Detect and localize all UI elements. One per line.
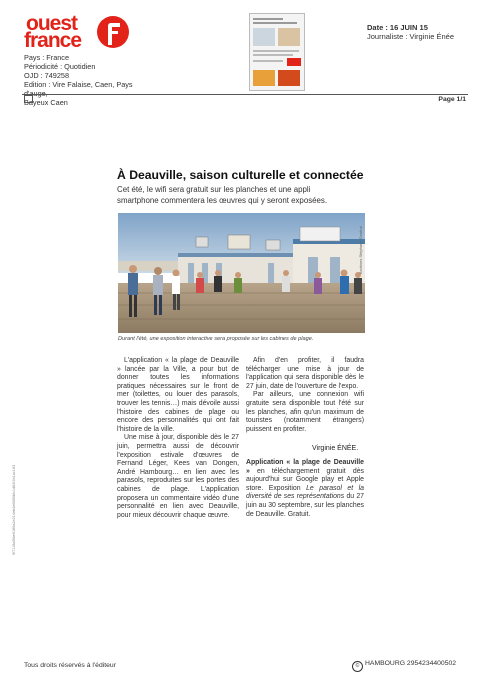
rights-notice: Tous droits réservés à l'éditeur (24, 662, 116, 669)
beach-boardwalk-image (118, 213, 365, 333)
logo-word-france: france (24, 29, 82, 52)
col2-paragraph-2: Par ailleurs, une connexion wifi gratuite sera disponible tout l'été sur les planches, afin qu'un maximum de touristes (notamment étrangers) puissent en profiter. (246, 391, 364, 433)
journalist: Journaliste : Virginie Énée (367, 32, 454, 41)
meta-edition: Edition : Vire Falaise, Caen, Pays d'auge, (24, 80, 133, 99)
meta-pays: Pays : France (24, 53, 70, 62)
print-icon (24, 95, 33, 103)
article-column-1 (117, 357, 239, 520)
footer-code (352, 660, 456, 672)
app-body-2: du 27 juin au 30 septembre, sur les planches de Deauville. Gratuit. (246, 493, 364, 518)
vertical-code: 9f7118a5fbe9180a2e214eb4e6680bfc1d64f1b1ac163 (12, 464, 16, 555)
lede-line-1: Cet été, le wifi sera gratuit sur les planches et une appli (117, 185, 311, 194)
article-lede (117, 185, 369, 206)
author-signature: Virginie ÉNÉE. (312, 445, 359, 452)
meta-periodicite: Périodicité : Quotidien (24, 62, 96, 72)
date-block (367, 23, 454, 41)
logo-emblem (97, 16, 129, 48)
meta-edition-cont: Bayeux Caen (24, 98, 68, 108)
page-thumbnail (249, 13, 305, 91)
header-divider (22, 94, 468, 95)
col1-paragraph-2: Une mise à jour, disponible dès le 27 juin, permettra aussi de découvrir l'exposition estivale d'œuvres de Fernand Léger, Kees van Dongen, André Hambourg… en lien avec les parasols, reproduites sur les portes des cabines de plage. L'application proposera un commentaire vidéo d'une personnalité en lien avec Deauville, pour mieux découvrir chaque œuvre. (117, 434, 239, 519)
article-headline: À Deauville, saison culturelle et connectée (117, 168, 364, 182)
copyright-icon: © (352, 661, 363, 672)
ouest-france-logo (24, 12, 124, 54)
article-photo (118, 213, 365, 333)
article-date: Date : 16 JUIN 15 (367, 23, 428, 32)
col1-paragraph-1: L'application « la plage de Deauville » lancée par la Ville, a pour but de donner toutes les informations pratiques nécessaires sur le front de mer (toilettes, ou louer des parasols, trouver les tennis…) mais dévoile aussi l'histoire des cabines de plage ou encore des personnalités qui ont fait l'histoire de la ville. (117, 357, 239, 433)
article-column-2 (246, 357, 364, 434)
col2-paragraph-1: Afin d'en profiter, il faudra télécharger une mise à jour de l'application qui sera disponible dès le 27 juin, date de l'ouverture de l'expo. (246, 357, 364, 390)
photo-caption: Durant l'été, une exposition interactive sera proposée sur les cabines de plage. (118, 336, 314, 342)
page-number: Page 1/1 (438, 96, 466, 103)
footer-code-text: HAMBOURG 2954234400502 (365, 660, 457, 667)
meta-ojd: OJD : 749258 (24, 71, 70, 81)
app-title: Application « la plage de Deauville » (246, 459, 364, 475)
publication-meta (24, 53, 144, 108)
logo-word-ouest: ouest (26, 12, 78, 35)
app-body-1: en téléchargement gratuit dès aujourd'hui sur Google play et Apple store. Exposition (246, 467, 364, 492)
photo-credit: Archives Stéphane Geufroi (358, 226, 363, 274)
lede-line-2: smartphone commentera les œuvres qui y seront exposées. (117, 195, 328, 205)
app-exhibition-title: Le parasol et la diversité de ses représentations (246, 484, 364, 501)
app-info-box (246, 459, 364, 519)
